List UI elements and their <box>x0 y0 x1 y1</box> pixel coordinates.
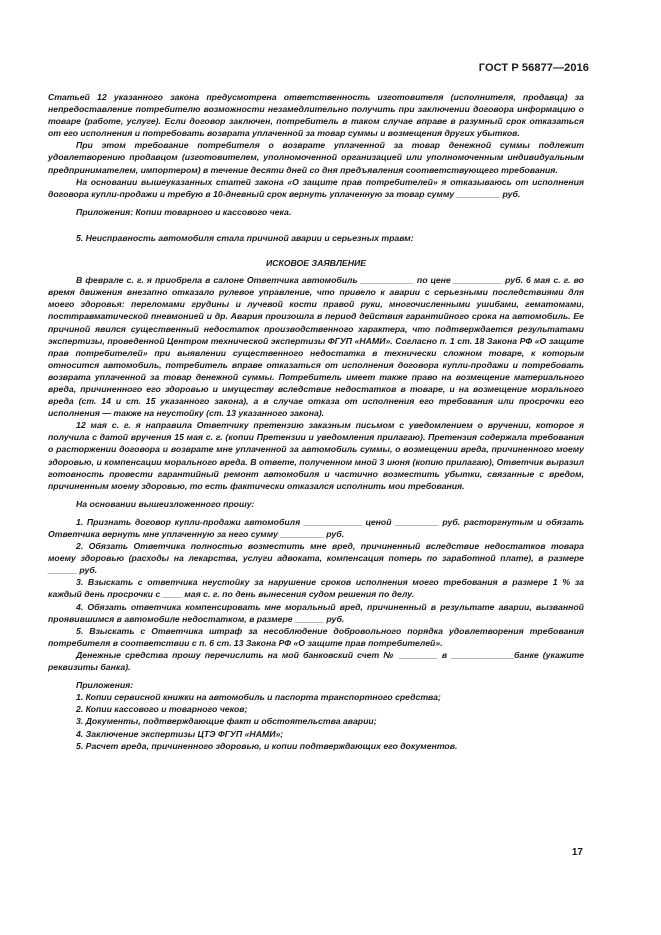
standard-header: ГОСТ Р 56877—2016 <box>478 62 589 74</box>
paragraph: На основании вышеизложенного прошу: <box>76 498 255 509</box>
request-item: 5. Взыскать с Ответчика штраф за несоблюдение добровольного порядка удовлетворения требования потребителя в соответствии с п. 6 ст. 13 Закона РФ «О защите прав потребителей». <box>48 625 584 648</box>
attachment-item: 4. Заключение экспертизы ЦТЭ ФГУП «НАМИ»; <box>76 728 284 739</box>
paragraph: В феврале с. г. я приобрела в салоне Ответчика автомобиль ___________ по цене __________ руб. 6 мая с. г. во время движения внезапно отказало рулевое управление, что привело к аварии с серьезными последствиями для моего здоровья: переломами грудины и лучевой кости правой руки, многочисленными ушибами, гематомами, посттравматической пневмонией и др. Авария произошла в период действия гарантийного срока на автомобиль. Ее причиной явился существенный недостаток производственного характера, что подтверждается результатами экспертизы, проведенной Центром технической экспертизы ФГУП «НАМИ». Согласно п. 1 ст. 18 Закона РФ «О защите прав потребителей» при выявлении существенного недостатка в технически сложном товаре, к которым относится автомобиль, потребитель вправе отказаться от исполнения договора купли-продажи и потребовать возврата уплаченной за товар денежной суммы. Потребитель имеет также право на возмещение материального вреда, причиненного его здоровью и имуществу вследствие недостатков в товаре, и на возмещение морального вреда (ст. 14 и ст. 15 указанного закона), а в случае отказа от исполнения его требования или просрочки его исполнения — также на неустойку (ст. 13 указанного закона). <box>48 275 584 419</box>
document-body <box>48 91 584 752</box>
attachment-item: 5. Расчет вреда, причиненного здоровью, и копии подтверждающих его документов. <box>76 740 458 751</box>
page-number: 17 <box>571 847 583 858</box>
paragraph: 12 мая с. г. я направила Ответчику претензию заказным письмом с уведомлением о вручении, которое я получила с датой вручения 15 мая с. г. (копии Претензии и уведомления прилагаю). Претензия содержала требования о расторжении договора и возврате мне уплаченной за автомобиль суммы, о возмещении вреда, причиненного моему здоровью, и компенсации морального вреда. В ответе, полученном мной 3 июня (копию прилагаю), Ответчик выразил готовность провести гарантийный ремонт автомобиля и частично возместить убытки, связанные с вредом, причиненным моему здоровью, то есть фактически отказался исполнить мои требования. <box>48 420 584 491</box>
paragraph: На основании вышеуказанных статей закона «О защите прав потребителей» я отказываюсь от исполнения договора купли-продажи и требую в 10-дневный срок вернуть уплаченную за товар сумму _________ руб. <box>48 176 584 199</box>
paragraph: Статьей 12 указанного закона предусмотрена ответственность изготовителя (исполнителя, продавца) за непредоставление потребителю возможности незамедлительно получить при заключении договора информацию о товаре (работе, услуге). Если договор заключен, потребитель в таком случае вправе в разумный срок отказаться от его исполнения и потребовать возврата уплаченной за товар суммы и возмещения других убытков. <box>48 92 584 139</box>
claim-title: ИСКОВОЕ ЗАЯВЛЕНИЕ <box>265 258 367 269</box>
request-item: 1. Признать договор купли-продажи автомобиля ____________ ценой _________ руб. расторгнутым и обязать Ответчика вернуть мне уплаченную за него сумму _________ руб. <box>48 516 584 539</box>
attachments-note: Приложения: Копии товарного и кассового чека. <box>76 206 292 217</box>
request-item: 4. Обязать ответчика компенсировать мне моральный вред, причиненный в результате аварии, вызванной проявившимся в автомобиле недостатком, в размере ______ руб. <box>48 601 584 624</box>
paragraph: При этом требование потребителя о возврате уплаченной за товар денежной суммы подлежит удовлетворению продавцом (изготовителем, уполномоченной организацией или уполномоченным индивидуальным предпринимателем, импортером) в течение десяти дней со дня предъявления соответствующего требования. <box>48 140 584 175</box>
request-item: 3. Взыскать с ответчика неустойку за нарушение сроков исполнения моего требования в размере 1 % за каждый день просрочки с ____ мая с. г. по день вынесения судом решения по делу. <box>48 577 584 600</box>
attachment-item: 2. Копии кассового и товарного чеков; <box>76 704 248 715</box>
attachments-title: Приложения: <box>76 680 134 691</box>
paragraph: Денежные средства прошу перечислить на мой банковский счет № ________ в _____________банке (укажите реквизиты банка). <box>48 649 584 673</box>
section-heading: 5. Неисправность автомобиля стала причиной аварии и серьезных травм: <box>76 232 414 243</box>
attachment-item: 3. Документы, подтверждающие факт и обстоятельства аварии; <box>76 716 377 727</box>
attachment-item: 1. Копии сервисной книжки на автомобиль и паспорта транспортного средства; <box>76 692 441 703</box>
request-item: 2. Обязать Ответчика полностью возместить мне вред, причиненный вследствие недостатков товара моему здоровью (расходы на лекарства, услуги адвоката, компенсация потерь по заработной плате), в размере ______ руб. <box>48 541 584 576</box>
